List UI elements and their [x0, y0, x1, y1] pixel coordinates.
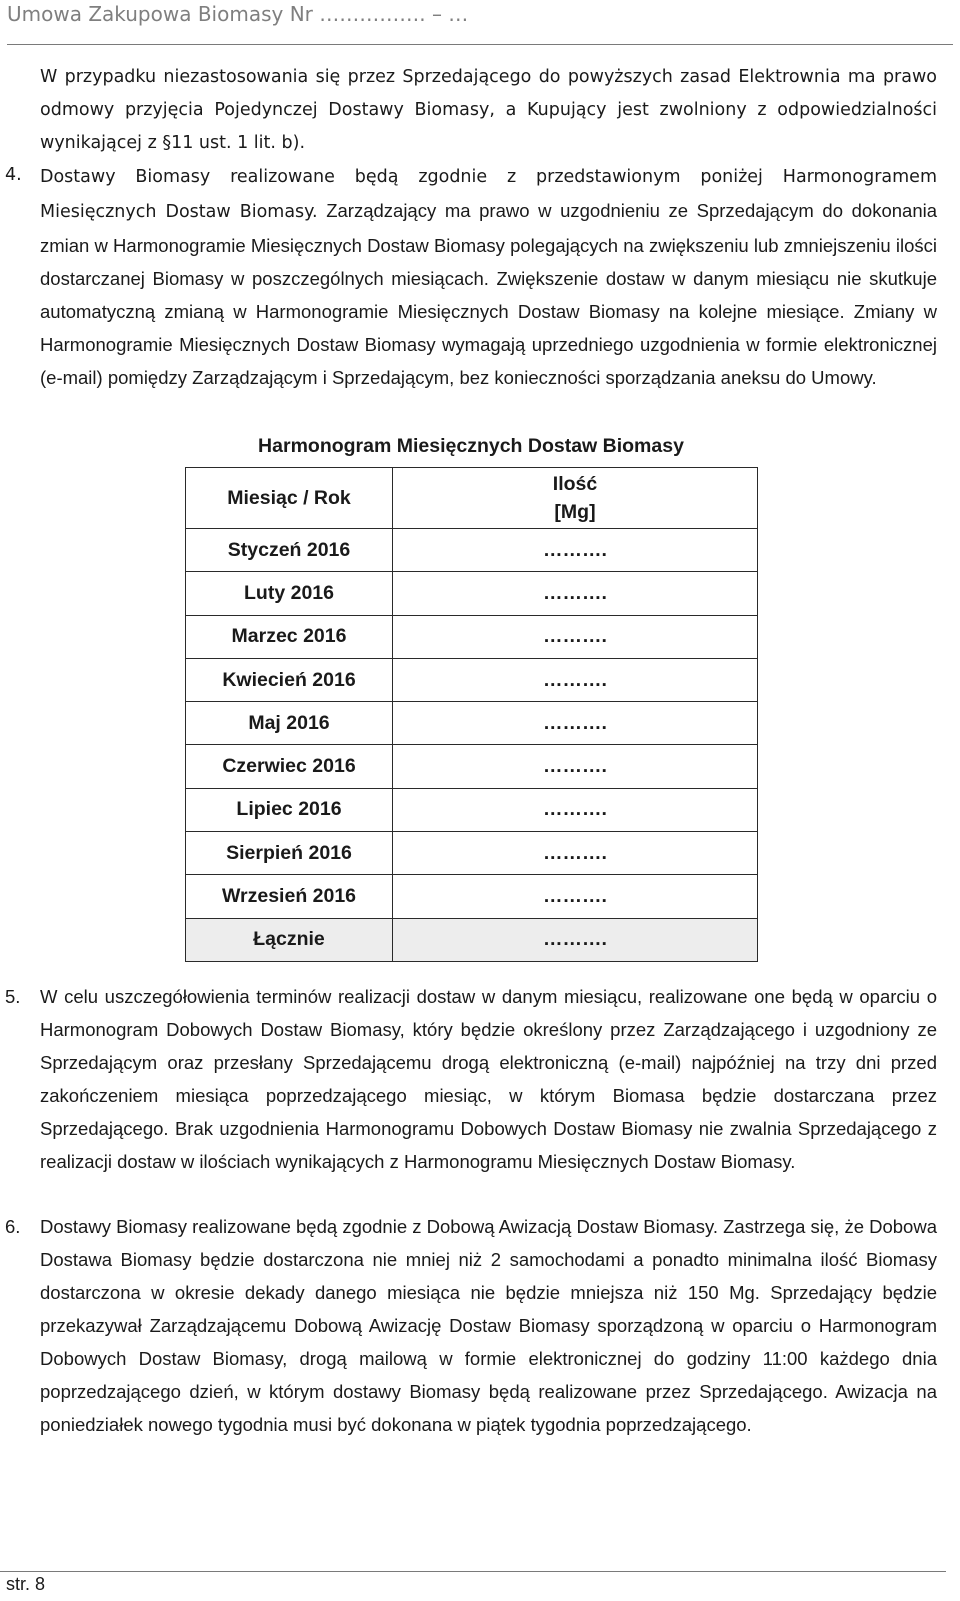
- item-4-text-a: Dostawy Biomasy realizowane będą zgodnie z przedstawionym poniżej Harmonogramem Miesięcznych Dostaw Biomasy.: [40, 167, 937, 222]
- page-header: [7, 0, 953, 45]
- item-4-number: 4.: [5, 165, 22, 185]
- monthly-schedule-table: [185, 467, 758, 962]
- row-month: Sierpień 2016: [186, 832, 393, 875]
- table-header-row: [186, 468, 758, 529]
- table-row: [186, 745, 758, 788]
- item-6-text: Dostawy Biomasy realizowane będą zgodnie z Dobową Awizacją Dostaw Biomasy. Zastrzega się, że Dobowa Dostawa Biomasy będzie dostarczona nie mniej niż 2 samochodami a ponadto minimalna ilość Biomasy dostarczona w okresie dekady danego miesiąca nie będzie mniejsza niż 150 Mg. Sprzedający będzie przekazywał Zarządzającemu Dobową Awizację Dostaw Biomasy sporządzoną w oparciu o Harmonogram Dobowych Dostaw Biomasy, drogą mailową w formie elektronicznej do godziny 11:00 każdego dnia poprzedzającego dzień, w którym dostawy Biomasy będą realizowane przez Sprzedającego. Awizacja na poniedziałek nowego tygodnia musi być dokonana w piątek tygodnia poprzedzającego.: [40, 1216, 937, 1435]
- page-number: str. 8: [6, 1574, 46, 1594]
- schedule-title: Harmonogram Miesięcznych Dostaw Biomasy: [258, 435, 684, 457]
- col-qty-header: [393, 468, 758, 529]
- table-row: [186, 875, 758, 918]
- row-qty: ……….: [393, 702, 758, 745]
- row-month: Wrzesień 2016: [186, 875, 393, 918]
- row-qty: ……….: [393, 658, 758, 701]
- table-row: [186, 572, 758, 615]
- row-month: Lipiec 2016: [186, 788, 393, 831]
- table-row: [186, 615, 758, 658]
- footer-rule: [0, 1571, 946, 1572]
- row-month: Styczeń 2016: [186, 529, 393, 572]
- row-qty: ……….: [393, 572, 758, 615]
- table-row: [186, 658, 758, 701]
- row-month: Luty 2016: [186, 572, 393, 615]
- table-row: [186, 788, 758, 831]
- item-6-number: 6.: [5, 1216, 21, 1237]
- total-qty: ……….: [393, 918, 758, 961]
- row-qty: ……….: [393, 788, 758, 831]
- row-month: Maj 2016: [186, 702, 393, 745]
- row-qty: ……….: [393, 615, 758, 658]
- table-row: [186, 832, 758, 875]
- item-5-text: W celu uszczegółowienia terminów realizacji dostaw w danym miesiącu, realizowane one będą w oparciu o Harmonogram Dobowych Dostaw Biomasy, który będzie określony przez Zarządzającego i uzgodniony ze Sprzedającym oraz przesłany Sprzedającemu drogą elektroniczną (e-mail) najpóźniej na trzy dni przed zakończeniem miesiąca poprzedzającego miesiąc, w którym Biomasa będzie dostarczana przez Sprzedającego. Brak uzgodnienia Harmonogramu Dobowych Dostaw Biomasy nie zwalnia Sprzedającego z realizacji dostaw w ilościach wynikających z Harmonogramu Miesięcznych Dostaw Biomasy.: [40, 986, 937, 1172]
- row-month: Czerwiec 2016: [186, 745, 393, 788]
- item-4-text-b: Zarządzający ma prawo w uzgodnieniu ze Sprzedającym do dokonania zmian w Harmonogramie Miesięcznych Dostaw Biomasy polegających na zwiększeniu lub zmniejszeniu ilości dostarczanej Biomasy w poszczególnych miesiącach. Zwiększenie dostaw w danym miesiącu nie skutkuje automatyczną zmianą w Harmonogramie Miesięcznych Dostaw Biomasy na kolejne miesiące. Zmiany w Harmonogramie Miesięcznych Dostaw Biomasy wymagają uprzedniego uzgodnienia w formie elektronicznej (e-mail) pomiędzy Zarządzającym i Sprzedającym, bez konieczności sporządzania aneksu do Umowy.: [40, 200, 938, 388]
- table-row: [186, 702, 758, 745]
- row-qty: ……….: [393, 832, 758, 875]
- col-qty-label: Ilość: [552, 473, 598, 495]
- row-qty: ……….: [393, 745, 758, 788]
- document-title: Umowa Zakupowa Biomasy Nr ……………. – …: [7, 2, 469, 26]
- table-total-row: [186, 918, 758, 961]
- row-month: Marzec 2016: [186, 615, 393, 658]
- row-month: Kwiecień 2016: [186, 658, 393, 701]
- item-5-number: 5.: [5, 986, 21, 1007]
- paragraph-continuation: W przypadku niezastosowania się przez Sprzedającego do powyższych zasad Elektrownia ma prawo odmowy przyjęcia Pojedynczej Dostawy Biomasy, a Kupujący jest zwolniony z odpowiedzialności wynikającej z §11 ust. 1 lit. b).: [40, 67, 937, 153]
- row-qty: ……….: [393, 529, 758, 572]
- item-4-text: [40, 159, 937, 394]
- table-row: [186, 529, 758, 572]
- col-month-header: Miesiąc / Rok: [186, 468, 393, 529]
- col-qty-unit: [Mg]: [554, 501, 596, 523]
- row-qty: ……….: [393, 875, 758, 918]
- total-label: Łącznie: [186, 918, 393, 961]
